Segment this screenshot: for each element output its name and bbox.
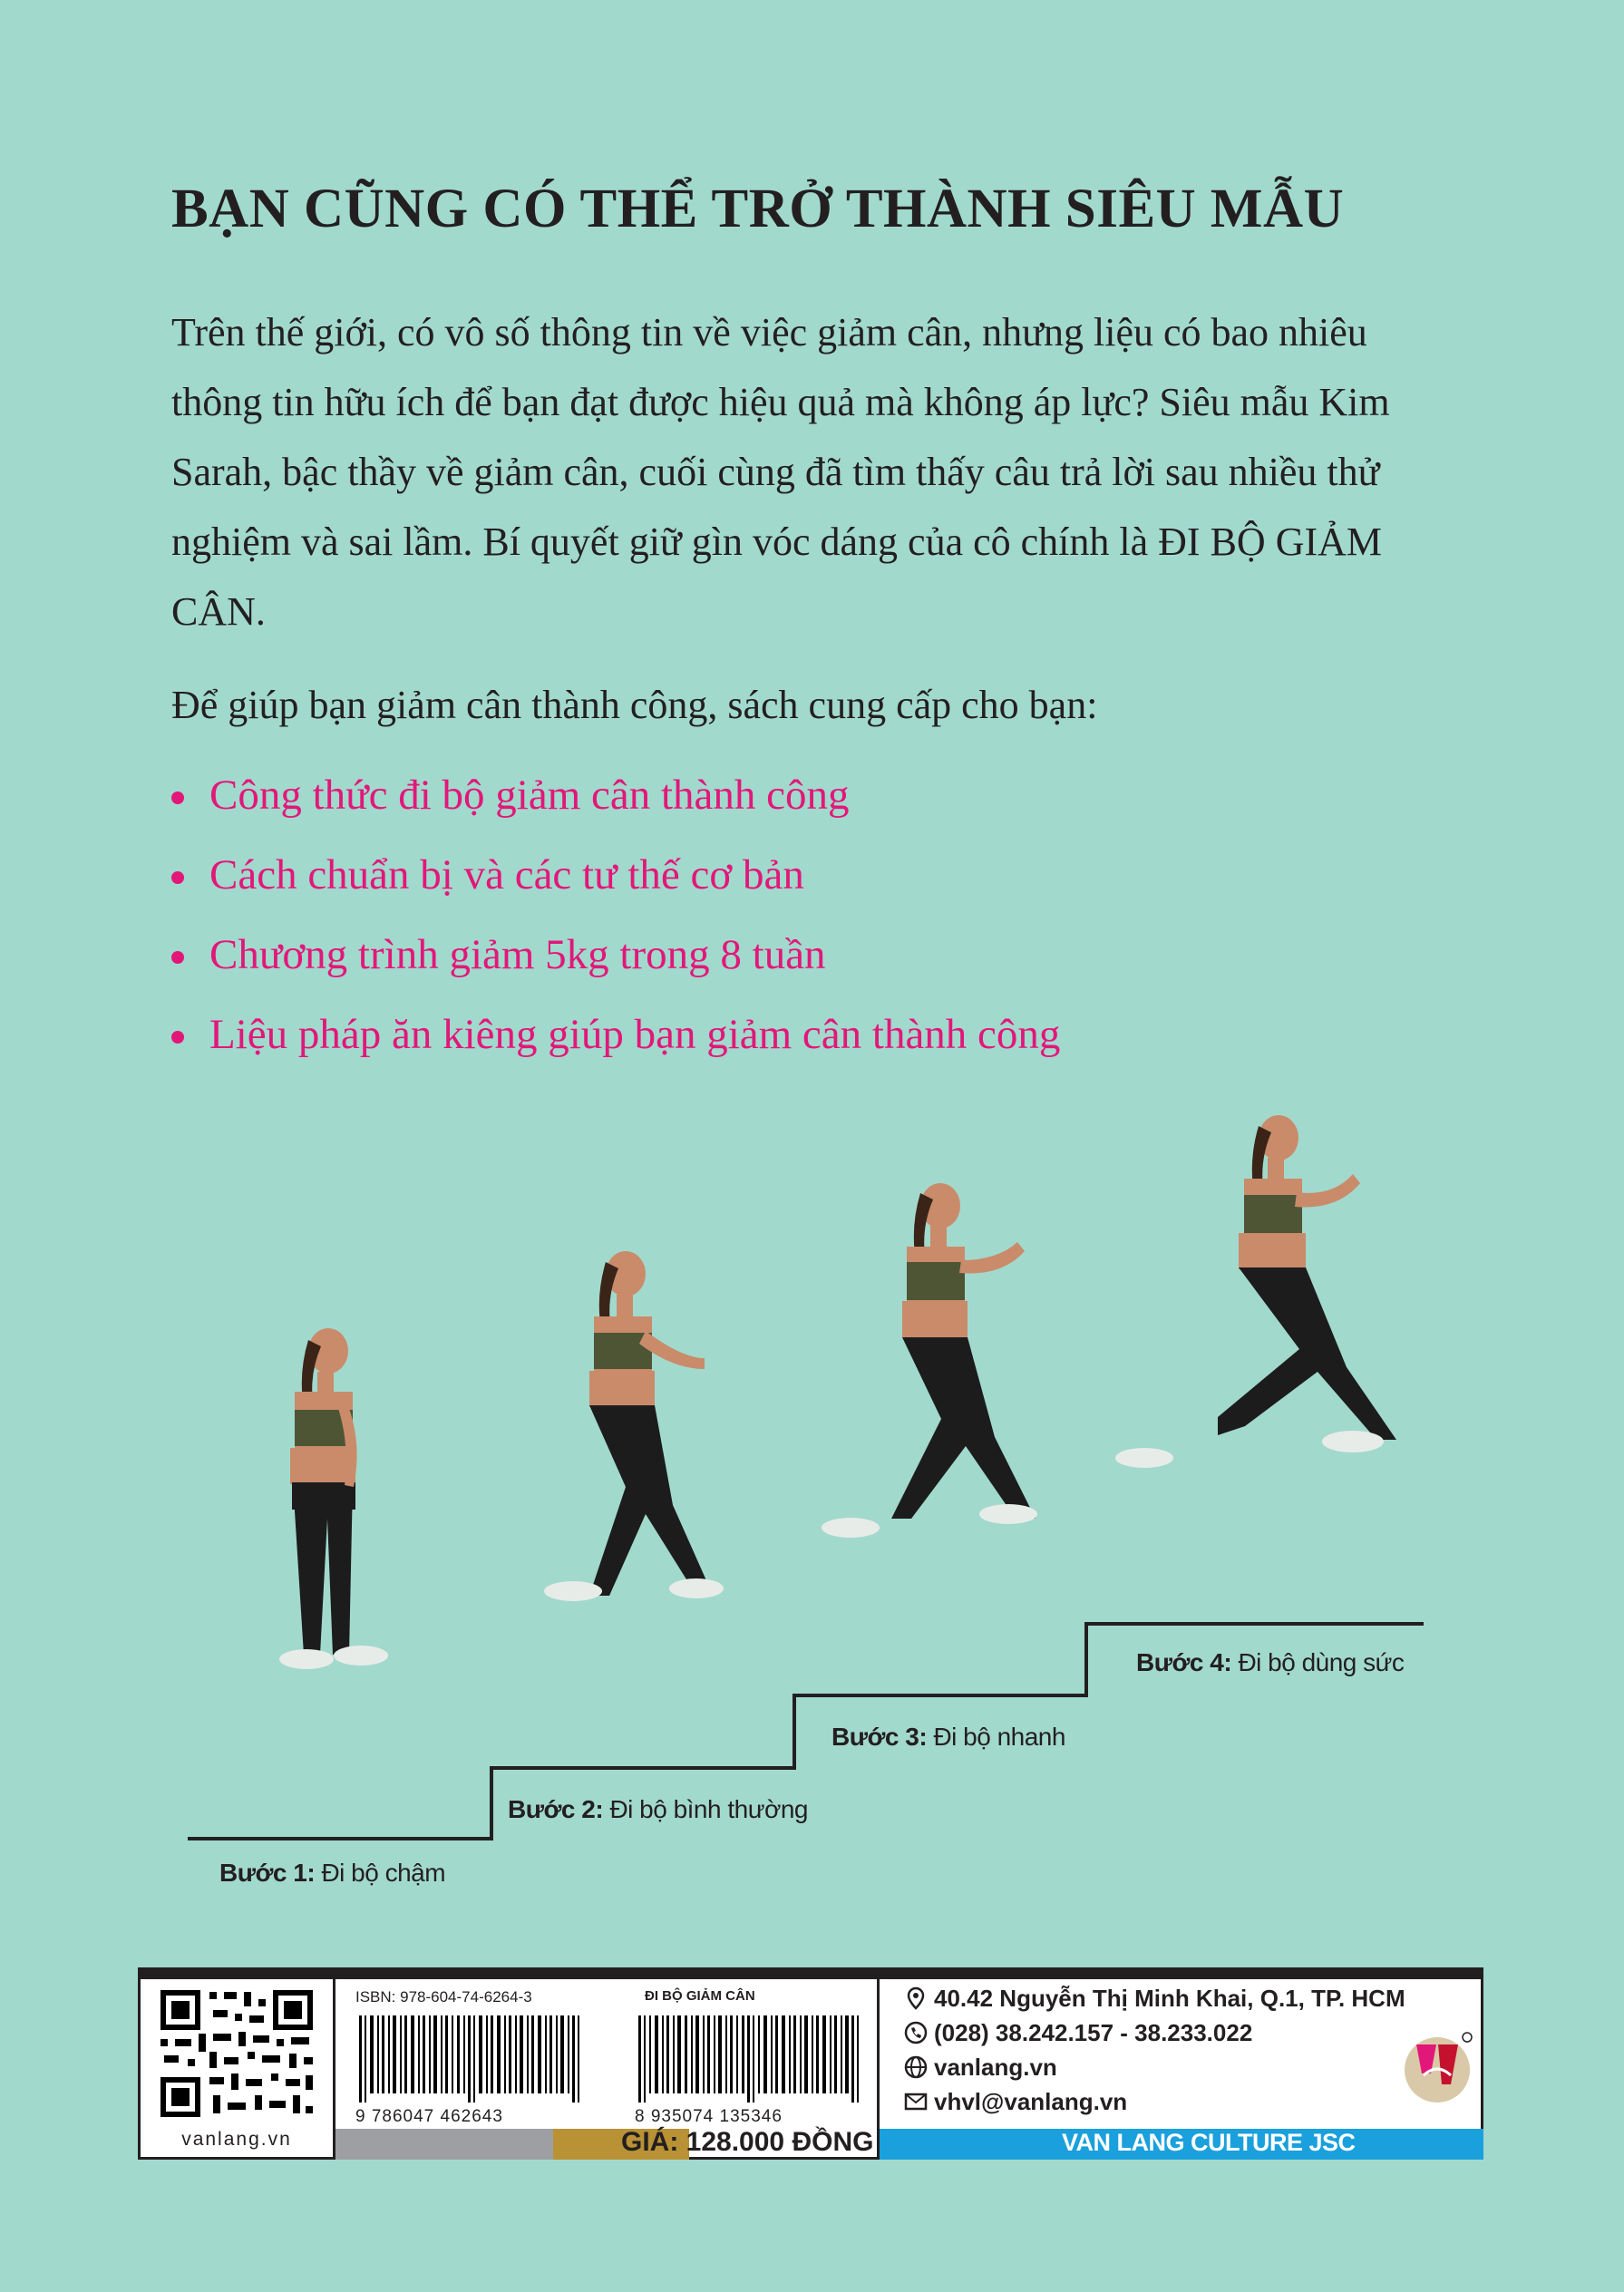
bullet-dot-icon: [171, 792, 184, 804]
walker-figure-3: [822, 1183, 1037, 1538]
feature-list: [171, 763, 1060, 1083]
book-code-text: ĐI BỘ GIẢM CÂN: [645, 1988, 755, 2004]
bullet-dot-icon: [171, 871, 184, 884]
barcode-isbn: [355, 2015, 591, 2106]
qr-code-box[interactable]: [141, 1979, 335, 2160]
isbn-text: ISBN: 978-604-74-6264-3: [355, 1988, 532, 2005]
price-label: GIÁ: 128.000 ĐỒNG: [621, 2127, 874, 2157]
step-number: Bước 2:: [508, 1795, 604, 1823]
publisher-name: VAN LANG CULTURE JSC: [1062, 2129, 1356, 2156]
lead-sentence: Để giúp bạn giảm cân thành công, sách cung cấp cho bạn:: [171, 683, 1098, 727]
step-text: Đi bộ dùng sức: [1238, 1648, 1405, 1676]
step-text: Đi bộ bình thường: [609, 1795, 808, 1823]
cover-title: BẠN CŨNG CÓ THỂ TRỞ THÀNH SIÊU MẪU: [171, 179, 1345, 239]
email-icon: [904, 2090, 928, 2113]
walker-figure-1: [279, 1328, 388, 1669]
feature-text: Chương trình giảm 5kg trong 8 tuần: [209, 931, 826, 978]
feature-item: [171, 763, 1060, 843]
phone-icon: [904, 2021, 928, 2044]
step-text: Đi bộ nhanh: [933, 1723, 1065, 1751]
back-cover-info-panel: [138, 1967, 1483, 2160]
feature-text: Cách chuẩn bị và các tư thế cơ bản: [209, 851, 804, 898]
feature-text: Liệu pháp ăn kiêng giúp bạn giảm cân thành công: [209, 1011, 1061, 1058]
walker-figure-4: [1115, 1115, 1396, 1468]
intro-paragraph: Trên thế giới, có vô số thông tin về việc giảm cân, nhưng liệu có bao nhiêu thông tin hữu ích để bạn đạt được hiệu quả mà không áp lực? Siêu mẫu Kim Sarah, bậc thầy về giảm cân, cuối cùng đã tìm thấy câu trả lời sau nhiều thử nghiệm và sai lầm. Bí quyết giữ gìn vóc dáng của cô chính là ĐI BỘ GIẢM CÂN.: [171, 310, 1390, 634]
step-number: Bước 1:: [219, 1859, 316, 1887]
feature-text: Công thức đi bộ giảm cân thành công: [209, 772, 850, 819]
qr-caption: vanlang.vn: [181, 2129, 292, 2150]
location-pin-icon: [904, 1986, 928, 2010]
qr-code-icon: [141, 1979, 333, 2124]
bullet-dot-icon: [171, 1031, 184, 1044]
address-text: 40.42 Nguyễn Thị Minh Khai, Q.1, TP. HCM: [934, 1985, 1405, 2012]
walking-steps-illustration: [0, 1115, 1624, 1913]
step-1-label: [219, 1859, 445, 1888]
van-lang-logo: [1396, 2025, 1478, 2106]
panel-top-rule: [141, 1970, 1481, 1979]
barcode-product: [635, 2015, 870, 2106]
walker-figure-2: [544, 1251, 724, 1601]
step-number: Bước 3:: [831, 1723, 928, 1751]
feature-item: [171, 843, 1060, 923]
step-number: Bước 4:: [1136, 1648, 1232, 1676]
step-3-label: [831, 1723, 1065, 1752]
isbn-area: [335, 1979, 880, 2133]
feature-item: [171, 923, 1060, 1003]
email-link[interactable]: vhvl@vanlang.vn: [934, 2088, 1128, 2115]
step-2-label: [508, 1795, 808, 1824]
barcode-product-number: 8 935074 135346: [635, 2107, 783, 2126]
phone-text[interactable]: (028) 38.242.157 - 38.233.022: [934, 2019, 1253, 2046]
step-4-label: [1136, 1648, 1404, 1677]
website-link[interactable]: vanlang.vn: [934, 2054, 1057, 2081]
feature-item: [171, 1003, 1060, 1083]
barcode-isbn-number: 9 786047 462643: [355, 2107, 503, 2126]
step-text: Đi bộ chậm: [321, 1859, 446, 1887]
globe-icon: [904, 2055, 928, 2079]
bullet-dot-icon: [171, 951, 184, 964]
